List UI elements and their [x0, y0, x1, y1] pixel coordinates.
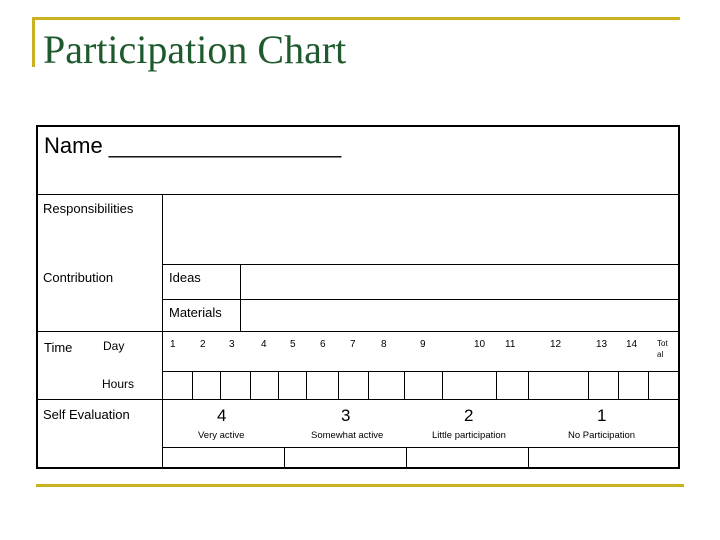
- day-number: 6: [320, 339, 326, 350]
- participation-table: [36, 125, 680, 469]
- column-divider-ideas: [240, 264, 241, 299]
- ideas-label: Ideas: [169, 270, 201, 285]
- row-divider-eval-bottom: [162, 447, 679, 448]
- accent-line-top: [32, 17, 680, 20]
- column-divider-hours: [588, 371, 589, 399]
- total-label: [657, 338, 668, 360]
- name-field-label: Name ___________________: [44, 133, 342, 158]
- rating-score: 1: [597, 406, 607, 425]
- rating-score: 4: [217, 406, 227, 425]
- row-divider-self-eval: [37, 399, 679, 400]
- day-number: 1: [170, 339, 176, 350]
- column-divider-hours: [306, 371, 307, 399]
- day-number: 9: [420, 339, 426, 350]
- day-number: 12: [550, 339, 562, 350]
- column-divider-hours: [192, 371, 193, 399]
- day-number: 11: [505, 339, 516, 350]
- contribution-label: Contribution: [43, 270, 114, 285]
- hours-label: Hours: [102, 377, 135, 391]
- column-divider-eval: [528, 447, 529, 468]
- column-divider-hours: [338, 371, 339, 399]
- row-divider-hours-top: [162, 371, 679, 372]
- day-number: 4: [261, 339, 267, 350]
- day-number: 5: [290, 339, 296, 350]
- accent-line-left: [32, 17, 35, 67]
- column-divider-main: [162, 194, 163, 468]
- column-divider-eval: [284, 447, 285, 468]
- day-number: 7: [350, 339, 356, 350]
- rating-description: Little participation: [432, 430, 506, 441]
- total-label-line: al: [657, 350, 664, 359]
- accent-line-bottom: [36, 484, 684, 487]
- rating-score: 2: [464, 406, 474, 425]
- rating-description: Very active: [198, 430, 245, 441]
- time-label: Time: [44, 340, 73, 355]
- self-evaluation-label: Self Evaluation: [43, 407, 130, 422]
- column-divider-hours: [368, 371, 369, 399]
- row-divider-name: [37, 194, 679, 195]
- row-divider-time: [37, 331, 679, 332]
- column-divider-hours: [278, 371, 279, 399]
- day-label: Day: [103, 339, 125, 353]
- rating-description: Somewhat active: [311, 430, 384, 441]
- day-number: 3: [229, 339, 235, 350]
- column-divider-materials: [240, 299, 241, 331]
- column-divider-hours: [220, 371, 221, 399]
- day-number: 8: [381, 339, 387, 350]
- day-number: 14: [626, 339, 638, 350]
- column-divider-hours: [404, 371, 405, 399]
- responsibilities-label: Responsibilities: [43, 201, 134, 216]
- rating-score: 3: [341, 406, 351, 425]
- day-number: 2: [200, 339, 206, 350]
- column-divider-hours: [442, 371, 443, 399]
- column-divider-eval: [406, 447, 407, 468]
- day-number: 13: [596, 339, 608, 350]
- day-number: 10: [474, 339, 486, 350]
- column-divider-hours: [528, 371, 529, 399]
- page-title: Participation Chart: [43, 27, 347, 72]
- total-label-line: Tot: [657, 339, 668, 348]
- column-divider-hours: [250, 371, 251, 399]
- materials-label: Materials: [169, 305, 222, 320]
- column-divider-hours: [496, 371, 497, 399]
- column-divider-hours: [618, 371, 619, 399]
- rating-description: No Participation: [568, 430, 636, 441]
- column-divider-hours: [648, 371, 649, 399]
